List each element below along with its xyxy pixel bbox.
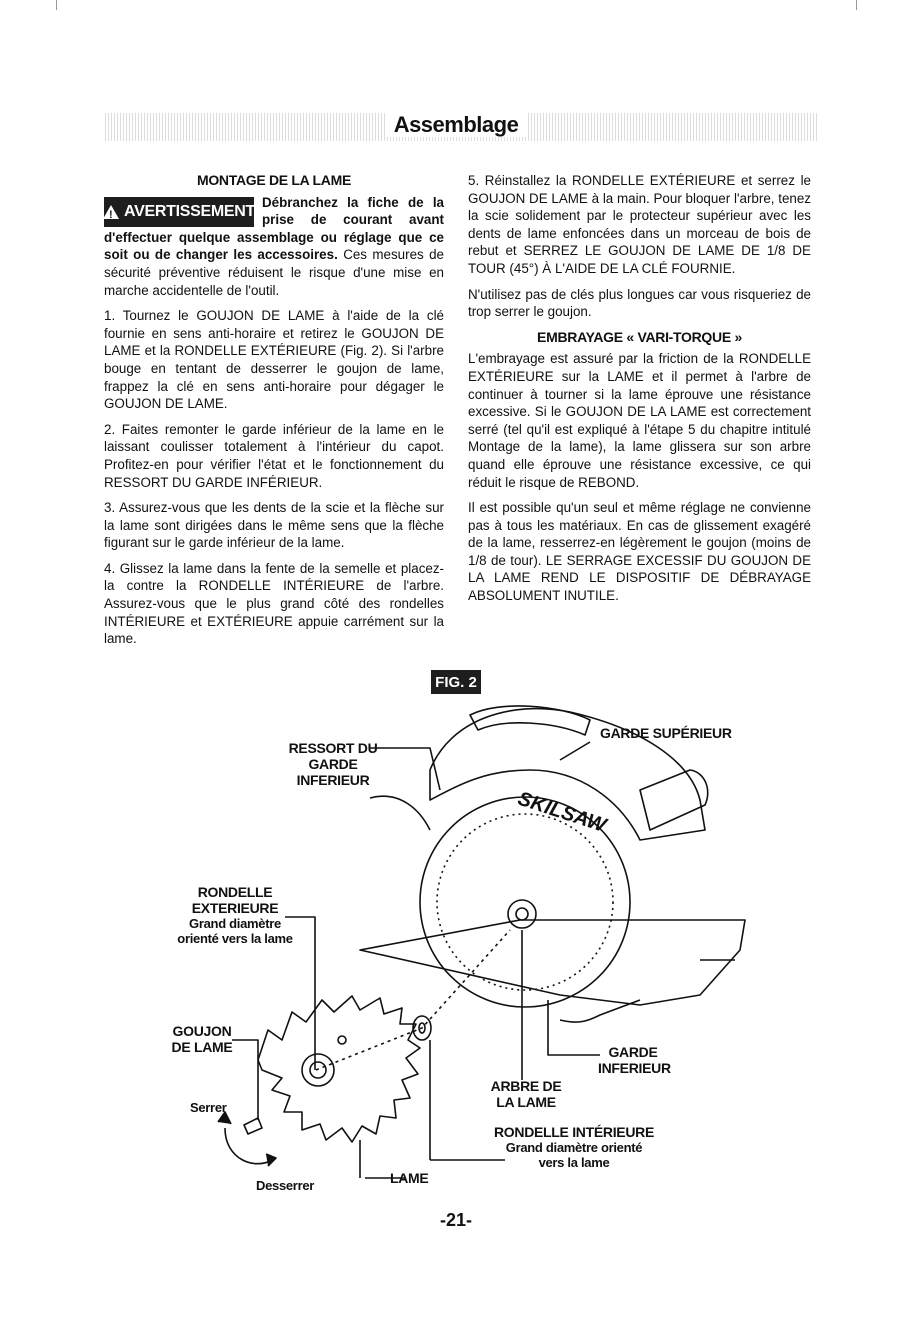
base-plate [360, 920, 745, 1005]
warning-badge-label: AVERTISSEMENT [124, 202, 255, 220]
warning-bold-text: Débranchez la fiche de la prise de courant avant d'effectuer quelque assemblage ou réglage que ce soit ou de changer les accessoires. [104, 194, 444, 263]
step-3: 3. Assurez-vous que les dents de la scie et la flèche sur la lame sont dirigées dans le même sens que la flèche figurant sur le garde inférieur de la lame. [104, 500, 444, 551]
label-arbre [486, 1078, 566, 1110]
saw-motor [640, 770, 708, 830]
brand-logo: SKILSAW [515, 787, 609, 837]
warning-text: Ces mesures de sécurité préventive réduisent le risque d'une mise en marche accidentelle de l'outil. [104, 247, 445, 298]
label-rondelle-int-line2: Grand diamètre orienté [505, 1140, 643, 1155]
leader-garde-inf [548, 1000, 600, 1055]
page-number: -21- [439, 1210, 472, 1230]
blade-bolt [244, 1118, 262, 1134]
leader-goujon [232, 1040, 258, 1120]
label-ressort-line2: GARDE INFERIEUR [296, 756, 370, 788]
label-rondelle-exterieure [160, 884, 310, 946]
label-rondelle-int-line3: vers la lame [538, 1155, 610, 1170]
label-garde-inf-line1: GARDE [608, 1044, 658, 1060]
label-garde-inferieur [598, 1044, 671, 1076]
page-title-text: Assemblage [386, 112, 527, 137]
figure-badge: FIG. 2 [431, 670, 481, 694]
label-goujon [170, 1023, 234, 1055]
step-4: 4. Glissez la lame dans la fente de la semelle et placez-la contre la RONDELLE INTÉRIEURE de l'arbre. Assurez-vous que le plus grand côté des rondelles INTÉRIEURE et EXTÉRIEURE appuie carrément sur la lame. [104, 560, 444, 647]
label-rondelle-interieure [494, 1124, 654, 1170]
section-heading-montage: MONTAGE DE LA LAME [196, 172, 352, 188]
leader-garde-sup [560, 742, 590, 760]
step-1: 1. Tournez le GOUJON DE LAME à l'aide de la clé fournie en sens anti-horaire et retirez le GOUJON DE LAME et la RONDELLE EXTÉRIEURE (Fig. 2). Si l'arbre bouge en tentant de desserrer le goujon de lame, frappez la clé en sens anti-horaire pour dégager le GOUJON DE LAME. [104, 308, 444, 412]
label-goujon-line2: DE LAME [171, 1039, 233, 1055]
step-2: 2. Faites remonter le garde inférieur de la lame en le laissant coulisser totalement à l'intérieur du capot. Profitez-en pour vérifier l'état et le fonctionnement du RESSORT DU GARDE INFÉRIEUR. [104, 421, 444, 490]
label-garde-superieur: GARDE SUPÉRIEUR [600, 725, 732, 741]
adjustment-paragraph: Il est possible qu'un seul et même réglage ne convienne pas à tous les matériaux. En cas de glissement exagéré de la lame, resserrez-en légèrement le goujon (moins de 1/8 de tour). LE SERRAGE EXCESSIF DU GOUJON DE LA LAME REND LE DISPOSITIF DE DÉBRAYAGE ABSOLUMENT INUTILE. [468, 500, 811, 604]
label-arbre-line2: LA LAME [496, 1094, 556, 1110]
label-ressort [278, 740, 388, 788]
arbor-inner [516, 908, 528, 920]
step-5: 5. Réinstallez la RONDELLE EXTÉRIEURE et serrez le GOUJON DE LAME à la main. Pour bloquer l'arbre, tenez la scie solidement par le protecteur supérieur avec les dents de lame enfoncées dans un morceau de bois de rebut et SERREZ LE GOUJON DE LAME DE 1/8 DE TOUR (45°) À L'AIDE DE LA CLÉ FOURNIE. [468, 173, 811, 276]
label-rondelle-ext-line1: RONDELLE [197, 884, 273, 900]
blade-outline-dashed [437, 814, 613, 990]
power-cord [370, 796, 430, 830]
saw-handle [470, 706, 590, 735]
clutch-paragraph: L'embrayage est assuré par la friction de la RONDELLE EXTÉRIEURE sur la LAME et il permet à l'arbre de continuer à tourner si la lame éprouve une résistance excessive. Si le GOUJON DE LA LAME est correctement serré (tel qu'il est expliqué à l'étape 5 du chapitre intitulé Montage de la lame), la lame glissera sur son arbre quand elle éprouve une résistance excessive, ce qui réduit le risque de REBOND. [468, 351, 811, 490]
label-rondelle-ext-line3: Grand diamètre [189, 916, 281, 931]
label-goujon-line1: GOUJON [172, 1023, 232, 1039]
label-garde-inf-line2: INFERIEUR [598, 1060, 671, 1076]
exploded-blade [258, 996, 420, 1142]
label-lame: LAME [390, 1170, 429, 1186]
label-rondelle-ext-line4: orienté vers la lame [177, 931, 293, 946]
label-rondelle-ext-line2: EXTERIEURE [191, 900, 279, 916]
warning-triangle-icon: ! [103, 205, 119, 219]
arbor-outer [508, 900, 536, 928]
label-ressort-line1: RESSORT DU [288, 740, 378, 756]
wrench-note: N'utilisez pas de clés plus longues car vous risqueriez de trop serrer le goujon. [468, 286, 811, 320]
label-serrer: Serrer [190, 1100, 227, 1115]
label-rondelle-int-line1: RONDELLE INTÉRIEURE [494, 1124, 654, 1140]
label-desserrer: Desserrer [256, 1178, 315, 1193]
section-heading-embrayage: EMBRAYAGE « VARI-TORQUE » [537, 328, 742, 345]
assembly-axis [316, 930, 510, 1070]
label-arbre-line1: ARBRE DE [490, 1078, 562, 1094]
